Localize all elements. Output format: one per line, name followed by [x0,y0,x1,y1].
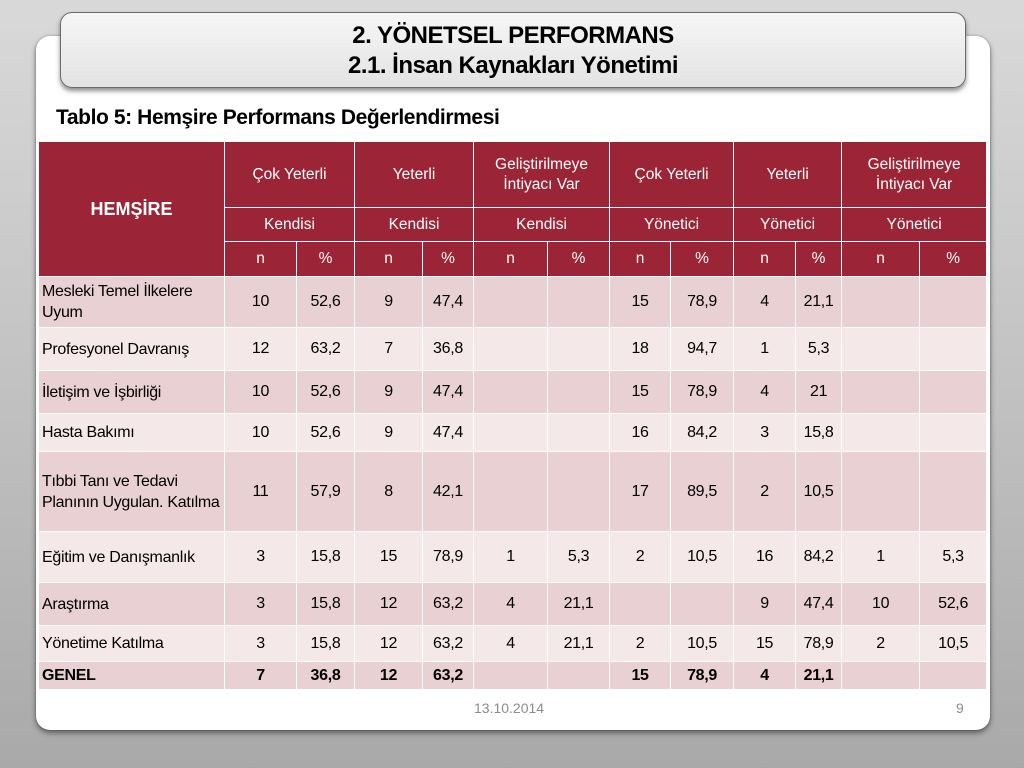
table-cell: 78,9 [671,371,734,414]
table-cell [842,414,920,452]
table-cell: 94,7 [671,328,734,371]
evaluator-header: Kendisi [225,208,355,242]
table-cell [548,414,610,452]
table-cell [842,662,920,690]
sub-header: n [610,242,671,277]
table-cell [842,328,920,371]
table-cell: 12 [355,626,423,662]
table-cell: 36,8 [297,662,355,690]
table-cell: 78,9 [671,277,734,328]
evaluator-header: Yönetici [842,208,987,242]
table-cell [920,371,987,414]
table-cell [474,662,548,690]
table-cell [548,371,610,414]
table-cell: 47,4 [423,414,474,452]
table-row [39,328,987,371]
sub-header: n [225,242,297,277]
table-cell [842,452,920,532]
row-label: Profesyonel Davranış [39,328,225,371]
table-cell: 7 [355,328,423,371]
table-row [39,452,987,532]
title-box [60,12,966,88]
table-cell: 10,5 [920,626,987,662]
table-cell: 3 [225,532,297,583]
table-cell: 15,8 [297,583,355,626]
table-cell [842,277,920,328]
table-row [39,371,987,414]
table-cell: 11 [225,452,297,532]
group-header: Yeterli [355,142,474,208]
table-row [39,626,987,662]
table-cell: 2 [610,532,671,583]
table-cell: 10,5 [671,532,734,583]
table-total-row [39,662,987,690]
table-cell: 78,9 [671,662,734,690]
footer-date: 13.10.2014 [474,700,545,716]
table-cell [920,414,987,452]
row-label: Araştırma [39,583,225,626]
row-label: GENEL [39,662,225,690]
table-cell: 5,3 [548,532,610,583]
table-cell: 3 [225,583,297,626]
table-cell: 4 [474,583,548,626]
table-cell: 15,8 [796,414,842,452]
group-header: Çok Yeterli [225,142,355,208]
table-cell [610,583,671,626]
table-cell: 15 [610,662,671,690]
group-header: Çok Yeterli [610,142,734,208]
table-cell: 1 [842,532,920,583]
sub-header: % [920,242,987,277]
table-cell: 3 [734,414,796,452]
table-cell: 1 [734,328,796,371]
table-cell: 21,1 [548,583,610,626]
evaluator-header: Yönetici [610,208,734,242]
sub-header: n [842,242,920,277]
table-cell: 21,1 [796,662,842,690]
table-cell: 16 [734,532,796,583]
page-subtitle: 2.1. İnsan Kaynakları Yönetimi [347,52,679,79]
table-cell: 21,1 [796,277,842,328]
row-label: Eğitim ve Danışmanlık [39,532,225,583]
sub-header: % [548,242,610,277]
table-cell: 47,4 [423,371,474,414]
table-cell: 3 [225,626,297,662]
sub-header: n [474,242,548,277]
sub-header: % [671,242,734,277]
table-cell: 21,1 [548,626,610,662]
table-cell: 12 [355,662,423,690]
table-cell: 63,2 [297,328,355,371]
sub-header: n [734,242,796,277]
table-cell: 47,4 [796,583,842,626]
evaluator-header: Yönetici [734,208,842,242]
table-cell: 17 [610,452,671,532]
table-cell [474,328,548,371]
group-header: Yeterli [734,142,842,208]
performance-table [38,141,987,690]
table-cell: 15 [610,371,671,414]
table-row [39,583,987,626]
table-cell [920,328,987,371]
sub-header: % [297,242,355,277]
table-cell [474,414,548,452]
table-cell [671,583,734,626]
table-cell: 15,8 [297,532,355,583]
table-cell [842,371,920,414]
table-cell: 2 [734,452,796,532]
table-row [39,414,987,452]
table-cell: 18 [610,328,671,371]
table-row [39,532,987,583]
table-cell: 10 [842,583,920,626]
table-cell [474,371,548,414]
table-cell: 4 [734,371,796,414]
table-cell: 63,2 [423,662,474,690]
table-cell: 57,9 [297,452,355,532]
sub-header: % [423,242,474,277]
table-cell: 63,2 [423,626,474,662]
table-cell: 47,4 [423,277,474,328]
table-cell: 89,5 [671,452,734,532]
table-row [39,277,987,328]
table-cell: 36,8 [423,328,474,371]
table-cell [474,452,548,532]
table-cell: 5,3 [796,328,842,371]
table-cell: 84,2 [796,532,842,583]
table-cell: 63,2 [423,583,474,626]
row-label: Tıbbi Tanı ve Tedavi Planının Uygulan. Katılma [39,452,225,532]
row-label: Hasta Bakımı [39,414,225,452]
table-cell [548,452,610,532]
table-cell: 10,5 [671,626,734,662]
group-header: Geliştirilmeye İntiyacı Var [474,142,610,208]
table-cell: 78,9 [423,532,474,583]
table-cell: 4 [734,662,796,690]
table-cell: 12 [355,583,423,626]
table-cell [548,328,610,371]
page-number: 9 [956,700,964,716]
table-cell [920,277,987,328]
table-cell [474,277,548,328]
table-cell: 10,5 [796,452,842,532]
row-label: İletişim ve İşbirliği [39,371,225,414]
table-cell [548,277,610,328]
table-cell: 9 [355,277,423,328]
row-label: Yönetime Katılma [39,626,225,662]
table-cell: 10 [225,277,297,328]
table-cell: 10 [225,414,297,452]
table-cell: 42,1 [423,452,474,532]
table-cell: 78,9 [796,626,842,662]
table-cell: 8 [355,452,423,532]
table-cell: 15 [610,277,671,328]
sub-header: % [796,242,842,277]
table-cell: 52,6 [297,414,355,452]
table-cell: 52,6 [297,277,355,328]
table-cell: 9 [355,414,423,452]
table-cell [548,662,610,690]
table-cell: 1 [474,532,548,583]
table-cell: 2 [842,626,920,662]
table-cell: 52,6 [297,371,355,414]
table-cell: 84,2 [671,414,734,452]
table-cell: 15 [355,532,423,583]
table-cell [920,452,987,532]
sub-header: n [355,242,423,277]
table-cell: 4 [734,277,796,328]
table-cell [920,662,987,690]
table-cell: 9 [355,371,423,414]
table-caption: Tablo 5: Hemşire Performans Değerlendirmesi [56,106,500,129]
table-cell: 15 [734,626,796,662]
corner-header: HEMŞİRE [39,142,225,277]
page-title: 2. YÖNETSEL PERFORMANS [352,22,674,49]
table-cell: 7 [225,662,297,690]
table-cell: 9 [734,583,796,626]
evaluator-header: Kendisi [355,208,474,242]
table-cell: 12 [225,328,297,371]
table-cell: 10 [225,371,297,414]
table-cell: 15,8 [297,626,355,662]
table-cell: 21 [796,371,842,414]
table-cell: 52,6 [920,583,987,626]
table-cell: 2 [610,626,671,662]
table-cell: 5,3 [920,532,987,583]
table-cell: 4 [474,626,548,662]
table-cell: 16 [610,414,671,452]
group-header: Geliştirilmeye İntiyacı Var [842,142,987,208]
evaluator-header: Kendisi [474,208,610,242]
row-label: Mesleki Temel İlkelere Uyum [39,277,225,328]
